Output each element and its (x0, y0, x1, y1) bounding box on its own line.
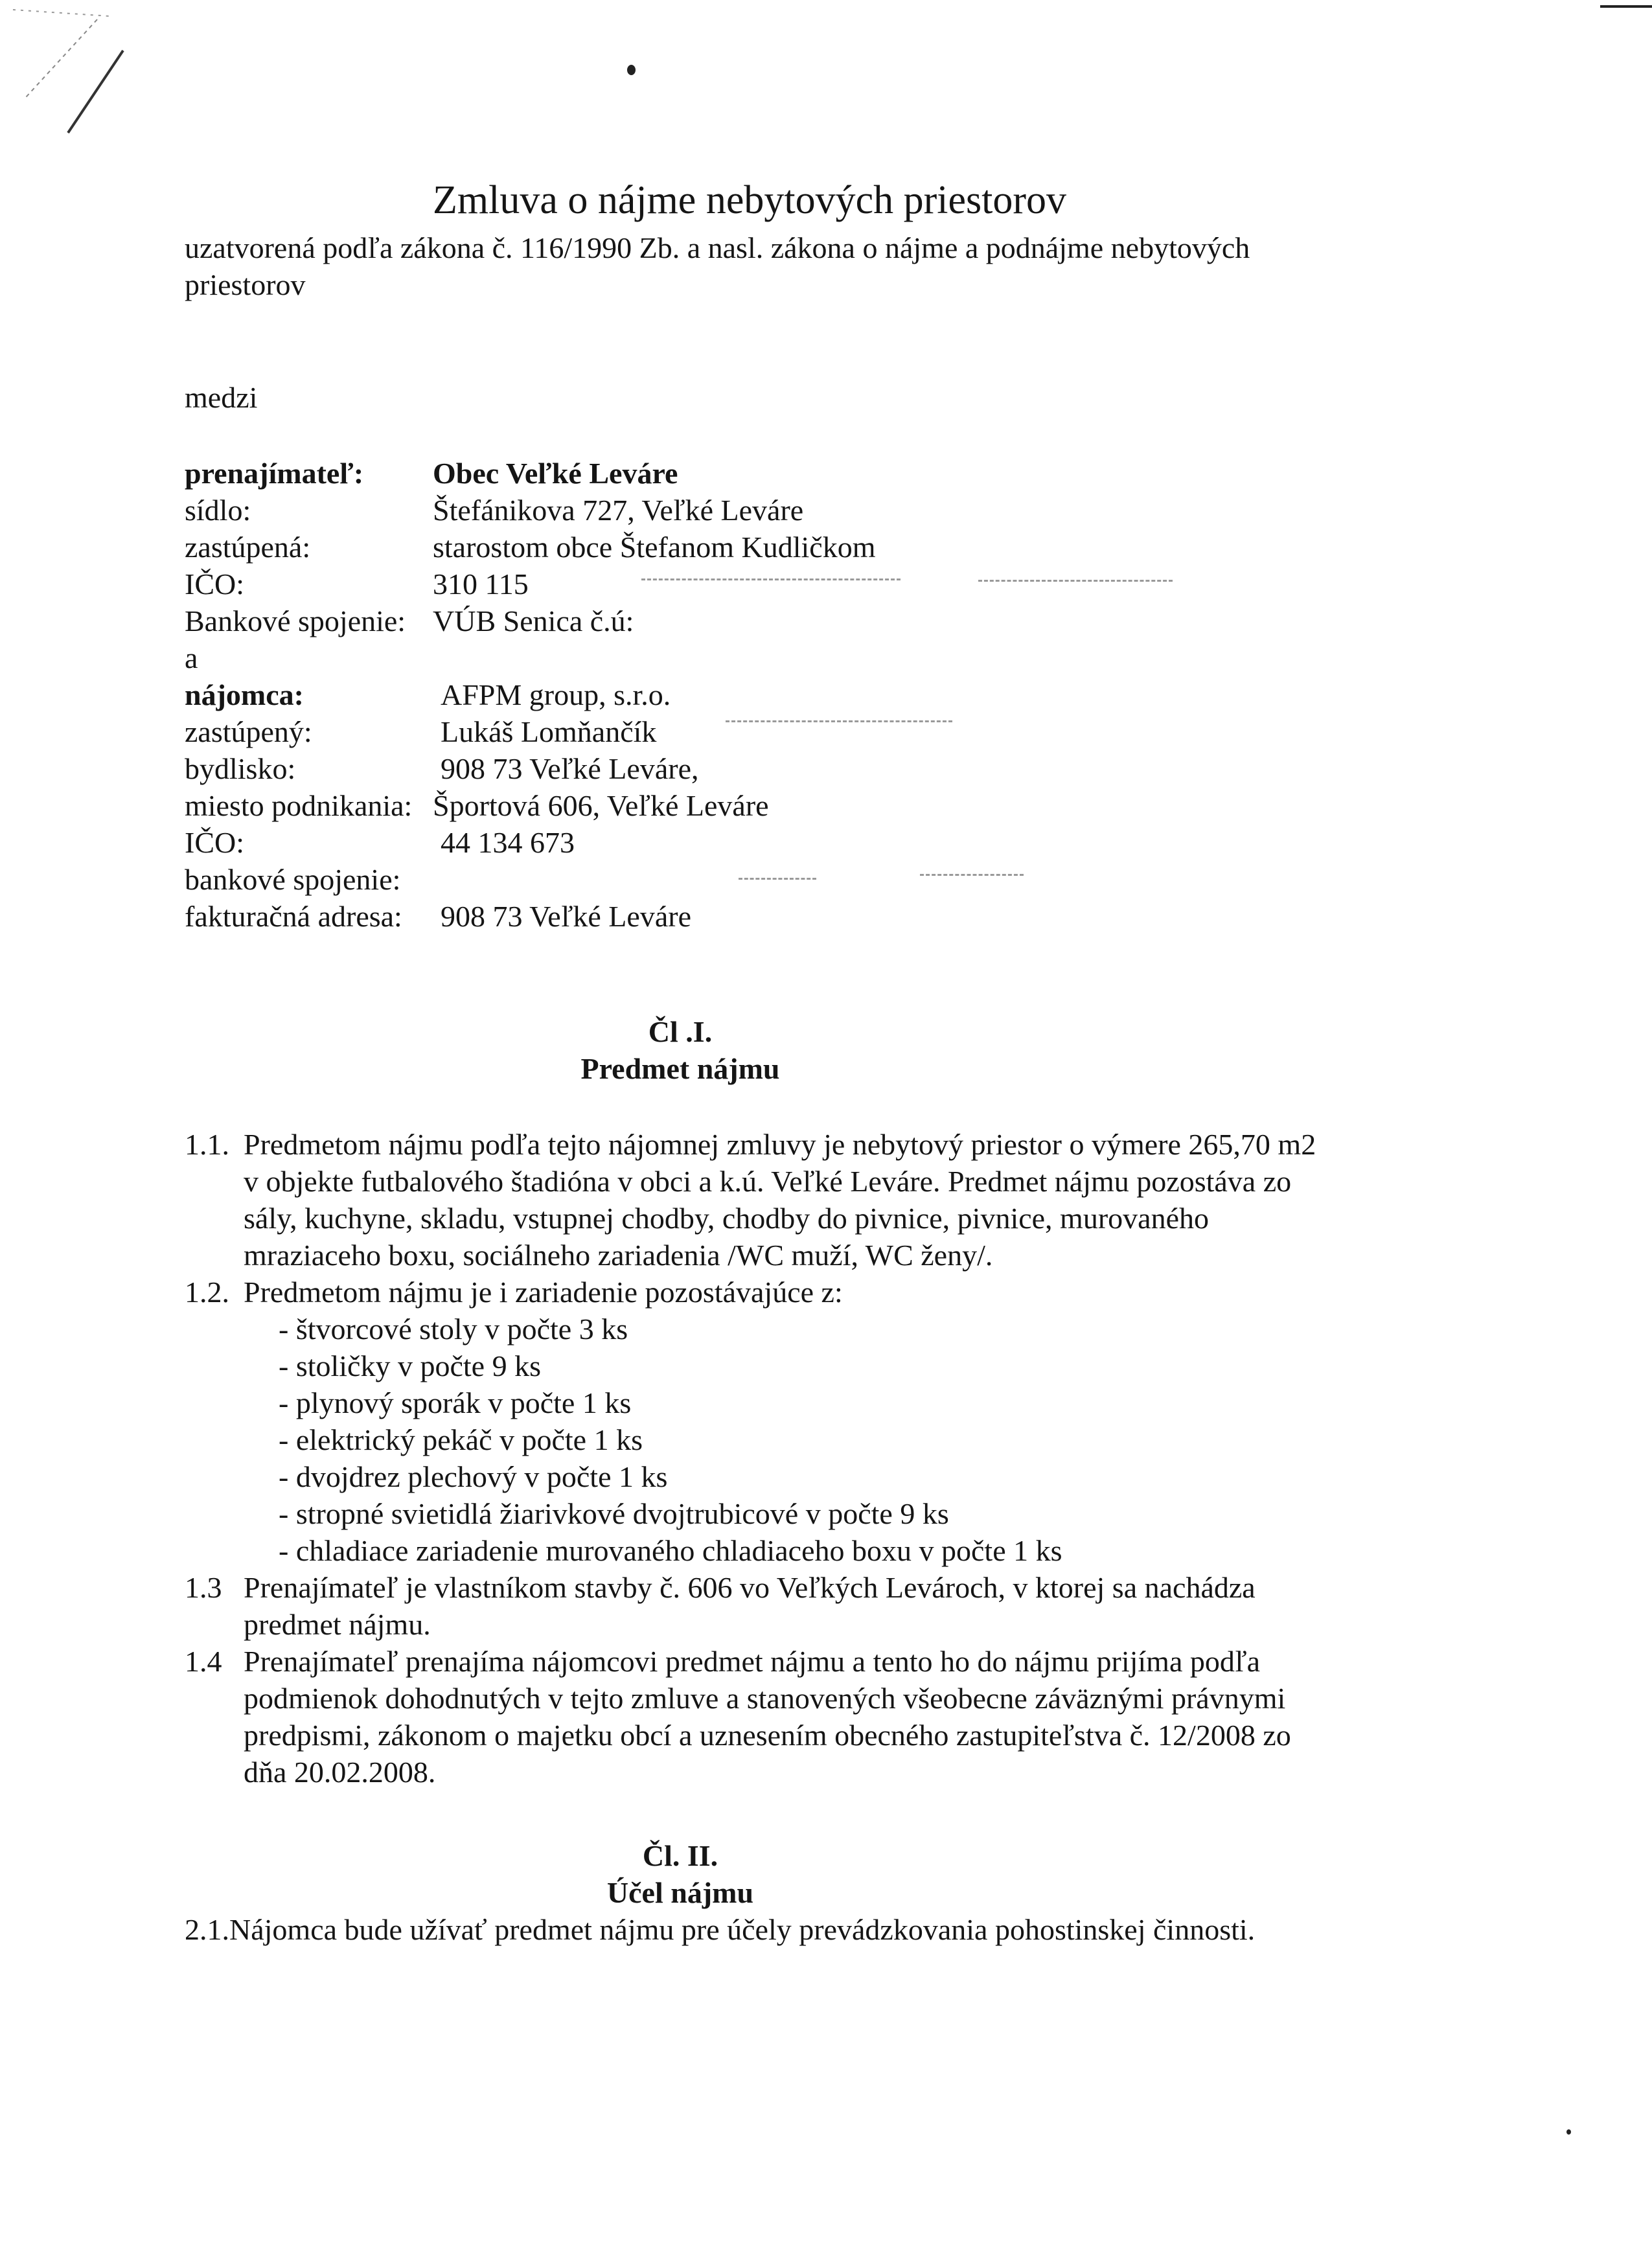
landlord-ico: 310 115 (433, 567, 529, 601)
clause-1-1-line: v objekte futbalového štadióna v obci a k.ú. Veľké Leváre. Predmet nájmu pozostáva zo (244, 1165, 1292, 1198)
landlord-bank-label: Bankové spojenie: (185, 604, 406, 637)
clause-1-1-line: Predmetom nájmu podľa tejto nájomnej zmluvy je nebytový priestor o výmere 265,70 m2 (244, 1128, 1316, 1161)
tenant-bank-label: bankové spojenie: (185, 863, 401, 896)
top-right-edge-mark (1600, 5, 1652, 8)
tenant-name: AFPM group, s.r.o. (441, 678, 671, 711)
tenant-rep: Lukáš Lomňančík (441, 715, 657, 748)
landlord-bank: VÚB Senica č.ú: (433, 604, 634, 637)
equipment-list-item: - plynový sporák v počte 1 ks (279, 1386, 632, 1419)
clause-2-1: 2.1.Nájomca bude užívať predmet nájmu pre účely prevádzkovania pohostinskej činnosti. (185, 1913, 1256, 1946)
tenant-label: nájomca: (185, 678, 304, 711)
clause-1-3-number: 1.3 (185, 1571, 222, 1604)
clause-1-2-line: Predmetom nájmu je i zariadenie pozostávajúce z: (244, 1276, 843, 1309)
landlord-rep-label: zastúpená: (185, 531, 311, 564)
tenant-residence: 908 73 Veľké Leváre, (441, 752, 699, 785)
clause-1-4-number: 1.4 (185, 1645, 222, 1678)
clause-1-1-number: 1.1. (185, 1128, 229, 1161)
equipment-list-item: - stoličky v počte 9 ks (279, 1349, 541, 1382)
equipment-list-item: - dvojdrez plechový v počte 1 ks (279, 1460, 668, 1493)
article-1-title: Predmet nájmu (580, 1052, 780, 1085)
article-1-number: Čl .I. (648, 1015, 713, 1048)
clause-1-2-number: 1.2. (185, 1276, 229, 1309)
blank-fill-line (739, 878, 816, 880)
article-2-title: Účel nájmu (606, 1876, 754, 1909)
tenant-invoice-label: fakturačná adresa: (185, 900, 402, 933)
landlord-seat: Štefánikova 727, Veľké Leváre (433, 494, 804, 527)
clause-1-1-line: sály, kuchyne, skladu, vstupnej chodby, chodby do pivnice, pivnice, murovaného (244, 1202, 1209, 1235)
landlord-name: Obec Veľké Leváre (433, 457, 678, 490)
equipment-list-item: - stropné svietidlá žiarivkové dvojtrubicové v počte 9 ks (279, 1497, 949, 1530)
clause-1-4-line: Prenajímateľ prenajíma nájomcovi predmet nájmu a tento ho do nájmu prijíma podľa (244, 1645, 1260, 1678)
tenant-ico-label: IČO: (185, 826, 244, 859)
parties-intro: medzi (185, 381, 258, 414)
blank-fill-line (641, 578, 901, 580)
document-subtitle: uzatvorená podľa zákona č. 116/1990 Zb. a nasl. zákona o nájme a podnájme nebytových (185, 231, 1250, 264)
clause-1-3-line: predmet nájmu. (244, 1608, 431, 1641)
landlord-ico-label: IČO: (185, 567, 244, 601)
clause-1-1-line: mraziaceho boxu, sociálneho zariadenia /WC muží, WC ženy/. (244, 1239, 993, 1272)
tenant-residence-label: bydlisko: (185, 752, 296, 785)
equipment-list-item: - elektrický pekáč v počte 1 ks (279, 1423, 643, 1456)
scan-speck (1566, 2129, 1571, 2135)
tenant-invoice: 908 73 Veľké Leváre (441, 900, 691, 933)
equipment-list-item: - chladiace zariadenie murovaného chladiaceho boxu v počte 1 ks (279, 1534, 1062, 1567)
clause-1-4-line: predpismi, zákonom o majetku obcí a uznesením obecného zastupiteľstva č. 12/2008 zo (244, 1719, 1291, 1752)
blank-fill-line (978, 580, 1173, 582)
tenant-ico: 44 134 673 (441, 826, 575, 859)
parties-and: a (185, 641, 198, 674)
blank-fill-line (726, 720, 952, 722)
clause-1-4-line: dňa 20.02.2008. (244, 1756, 436, 1789)
document-title: Zmluva o nájme nebytových priestorov (433, 178, 1066, 222)
clause-1-4-line: podmienok dohodnutých v tejto zmluve a stanovených všeobecne záväznými právnymi (244, 1682, 1286, 1715)
scan-speck (627, 65, 636, 75)
tenant-rep-label: zastúpený: (185, 715, 312, 748)
blank-fill-line (920, 874, 1024, 876)
tenant-business-label: miesto podnikania: (185, 789, 413, 822)
clause-1-3-line: Prenajímateľ je vlastníkom stavby č. 606 vo Veľkých Levároch, v ktorej sa nachádza (244, 1571, 1256, 1604)
landlord-label: prenajímateľ: (185, 457, 364, 490)
landlord-rep: starostom obce Štefanom Kudličkom (433, 531, 876, 564)
tenant-business: Športová 606, Veľké Leváre (433, 789, 769, 822)
landlord-seat-label: sídlo: (185, 494, 251, 527)
article-2-number: Čl. II. (642, 1839, 718, 1872)
corner-pen-mark (0, 0, 155, 155)
document-subtitle-cont: priestorov (185, 268, 306, 301)
equipment-list-item: - štvorcové stoly v počte 3 ks (279, 1312, 628, 1346)
